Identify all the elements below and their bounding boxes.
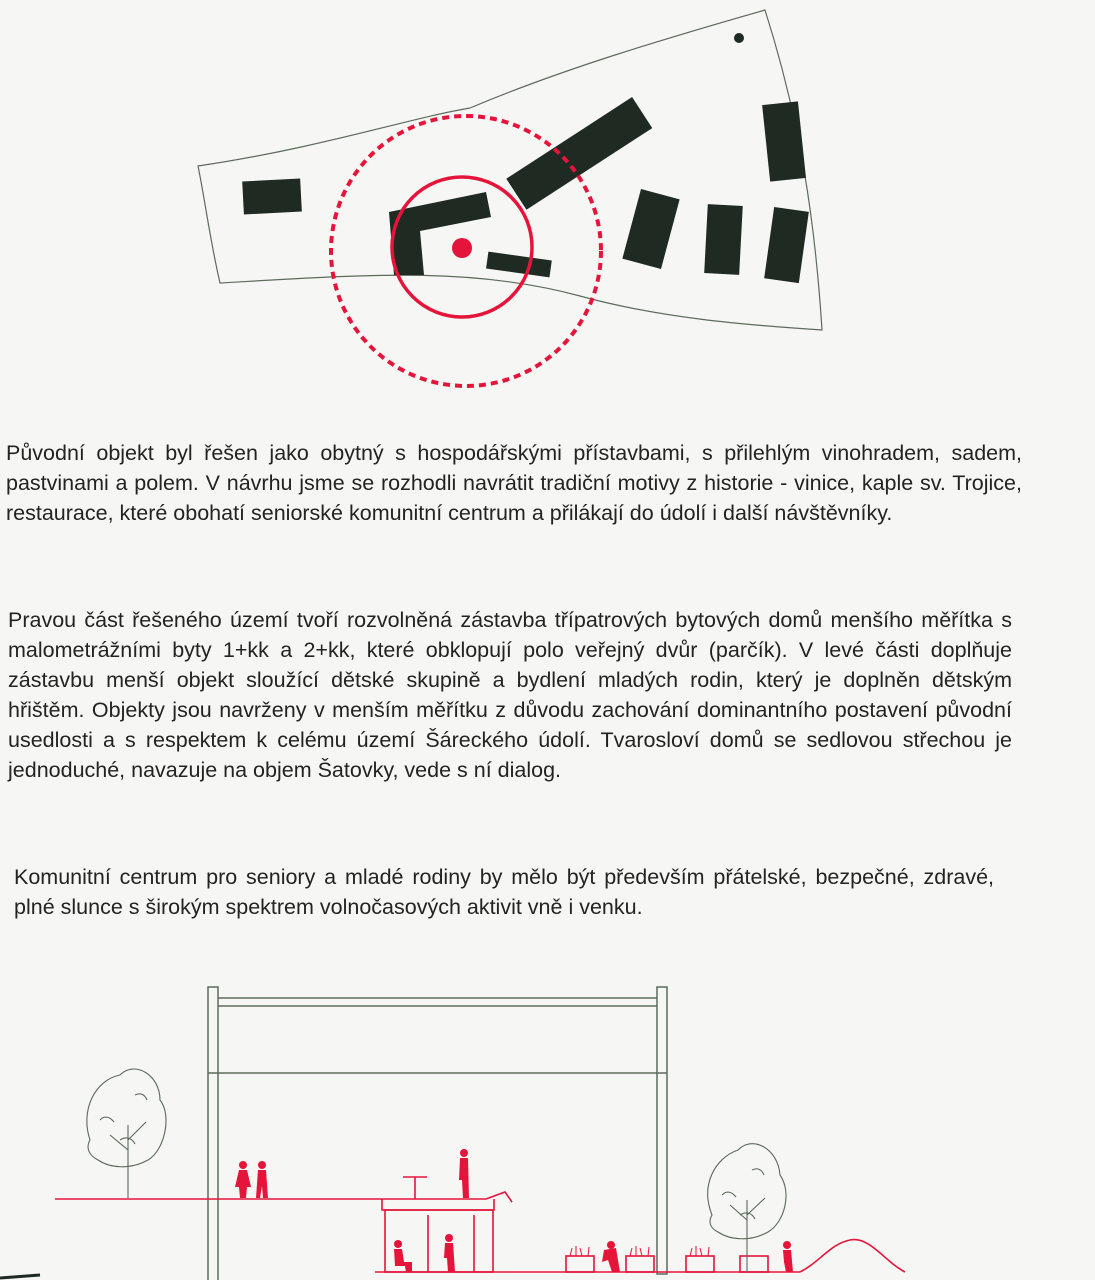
planter-3 <box>686 1256 714 1272</box>
terrace-edge <box>486 1192 512 1202</box>
paragraph-vision: Komunitní centrum pro seniory a mladé rodiny by mělo být především přátelské, bezpečné, zdravé, plné slunce s širokým spektrem volnočasových aktivit vně i venku. <box>14 865 994 919</box>
person-with-cane-icon <box>444 1234 455 1272</box>
planter-2 <box>626 1256 654 1272</box>
planter-plants <box>570 1246 709 1256</box>
people <box>235 1149 793 1272</box>
building-annex <box>486 252 552 278</box>
corner-mark <box>0 1275 40 1278</box>
parapet-right <box>657 987 667 1274</box>
paragraph-development: Pravou část řešeného území tvoří rozvolněná zástavba třípatrových bytových domů menšího měřítka s malometrážními byty 1+kk a 2+kk, které obklopují polo veřejný dvůr (parčík). V levé části doplňuje zástavbu menší objekt sloužící dětské skupině a bydlení mladých rodin, který je doplněn dětským hřištěm. Objekty jsou navrženy v menším měřítku z důvodu zachování dominantního postavení původní usedlosti a s respektem k celému území Šáreckého údolí. Tvarosloví domů se sedlovou střechou je jednoduché, navazuje na objem Šatovky, vede s ní dialog. <box>8 608 1012 782</box>
ground-lines <box>55 1177 905 1272</box>
building-east-2 <box>704 204 743 275</box>
site-boundary <box>198 10 822 330</box>
building-north <box>762 101 806 181</box>
person-seated-icon <box>394 1240 412 1272</box>
person-standing-icon <box>459 1149 469 1198</box>
parapet-left <box>208 987 218 1280</box>
center-marker-icon <box>452 238 472 258</box>
person-couple-icon <box>235 1161 268 1198</box>
planter-1 <box>566 1256 594 1272</box>
building-east-1 <box>622 189 679 269</box>
building-long-diagonal <box>506 97 652 210</box>
terrace-slab <box>382 1199 494 1210</box>
building-left <box>242 179 302 215</box>
person-gardening-icon <box>602 1241 620 1272</box>
building-shell <box>208 987 667 1280</box>
person-sitting-right-icon <box>783 1241 793 1272</box>
building-east-3 <box>764 207 809 283</box>
planter-4 <box>740 1256 768 1272</box>
hill-profile <box>800 1240 905 1272</box>
north-mark-icon <box>734 33 744 43</box>
paragraph-history: Původní objekt byl řešen jako obytný s hospodářskými přístavbami, s přilehlým vinohradem, sadem, pastvinami a polem. V návrhu jsme se rozhodli navrátit tradiční motivy z historie - vinice, kaple sv. Trojice, restaurace, které obohatí seniorské komunitní centrum a přilákají do údolí i další návštěvníky. <box>6 441 1022 525</box>
section-drawing <box>0 960 1095 1280</box>
site-plan-diagram <box>0 0 1095 400</box>
tree-left-icon <box>87 1069 166 1198</box>
tree-right-icon <box>708 1144 786 1272</box>
buildings <box>242 97 809 283</box>
